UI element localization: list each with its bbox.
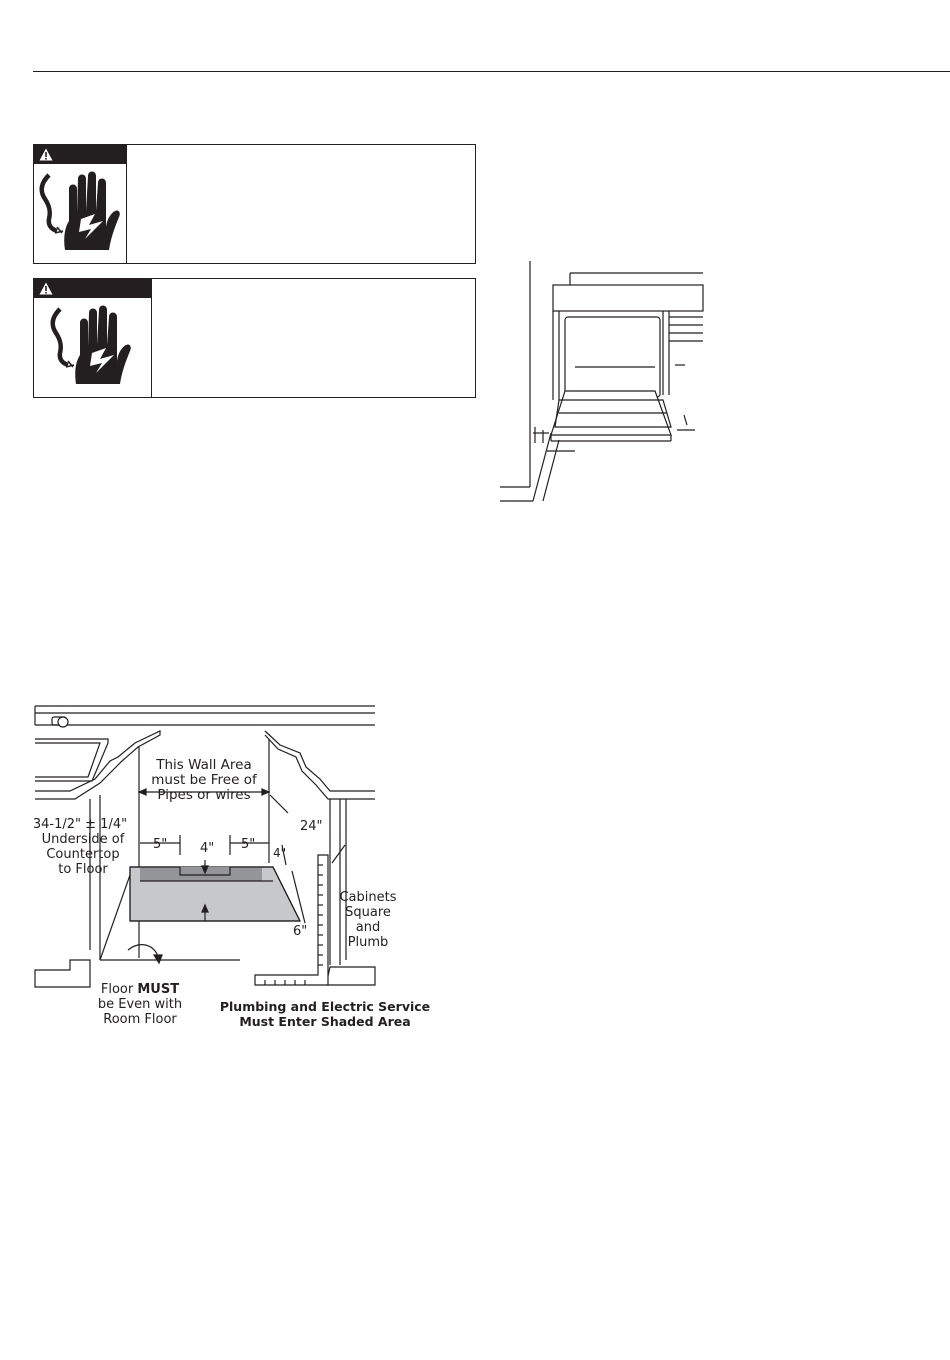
dim-left-label: 5" bbox=[153, 837, 168, 852]
svg-text:Plumb: Plumb bbox=[347, 935, 389, 950]
installation-opening-diagram bbox=[30, 695, 430, 1040]
svg-text:Square: Square bbox=[345, 905, 391, 920]
svg-text:be Even with: be Even with bbox=[97, 997, 183, 1012]
dim-height-label: 6" bbox=[293, 924, 308, 939]
electric-shock-hand-icon bbox=[48, 301, 134, 396]
svg-text:Underside of: Underside of bbox=[41, 832, 125, 847]
svg-text:This Wall Area: This Wall Area bbox=[156, 757, 252, 773]
dim-center-label: 4" bbox=[200, 841, 215, 856]
dishwasher-door-diagram bbox=[495, 255, 710, 510]
svg-text:and: and bbox=[355, 920, 381, 935]
warning-triangle-icon bbox=[39, 282, 53, 295]
header-rule bbox=[33, 71, 950, 72]
svg-text:Must Enter Shaded Area: Must Enter Shaded Area bbox=[239, 1014, 411, 1029]
warning-symbol-panel bbox=[34, 279, 152, 397]
dim-side-label: 4" bbox=[273, 846, 287, 860]
svg-text:Plumbing and Electric Service: Plumbing and Electric Service bbox=[219, 999, 430, 1014]
warning-box-2 bbox=[33, 278, 476, 398]
warning-triangle-icon bbox=[39, 148, 53, 161]
svg-text:Pipes or wires: Pipes or wires bbox=[157, 787, 251, 803]
svg-text:Countertop: Countertop bbox=[46, 847, 120, 862]
warning-box-1 bbox=[33, 144, 476, 264]
cabinets-label bbox=[339, 890, 396, 950]
svg-text:Floor MUST: Floor MUST bbox=[100, 982, 180, 997]
floor-label bbox=[98, 982, 182, 1027]
svg-text:Cabinets: Cabinets bbox=[339, 890, 397, 905]
warning-symbol-panel bbox=[34, 145, 127, 263]
width-label: 24" bbox=[300, 819, 323, 834]
electric-shock-hand-icon bbox=[37, 167, 123, 262]
height-label bbox=[33, 817, 127, 877]
svg-text:34-1/2" ± 1/4": 34-1/2" ± 1/4" bbox=[32, 817, 128, 832]
svg-text:must be Free of: must be Free of bbox=[151, 772, 257, 788]
service-area-label bbox=[220, 999, 430, 1029]
svg-text:Room Floor: Room Floor bbox=[103, 1012, 177, 1027]
svg-text:to Floor: to Floor bbox=[58, 862, 108, 877]
wall-area-label bbox=[151, 757, 258, 803]
dim-right-label: 5" bbox=[241, 837, 256, 852]
